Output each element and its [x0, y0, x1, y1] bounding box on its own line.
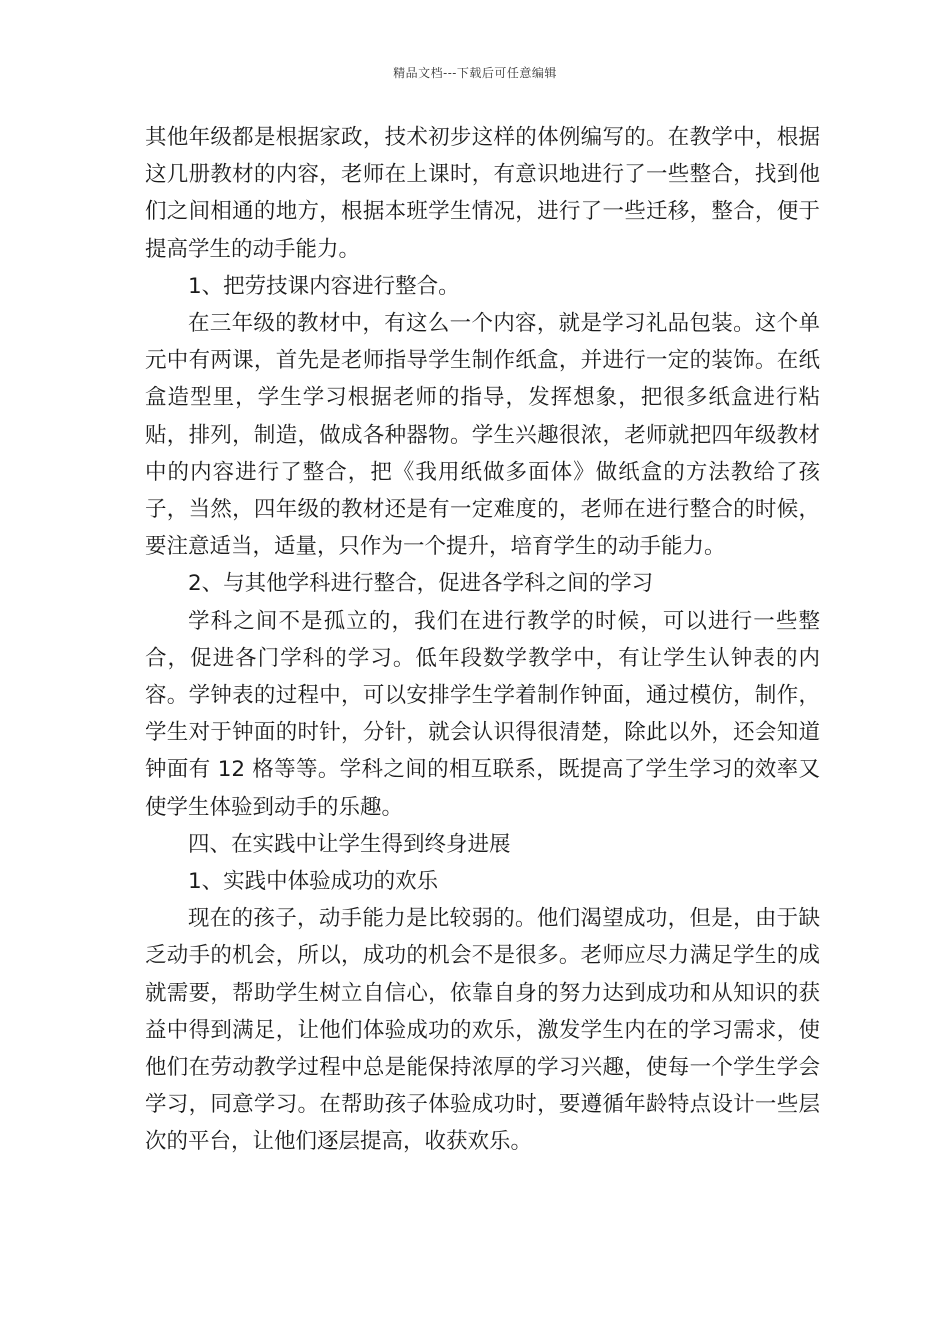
paragraph: 现在的孩子，动手能力是比较弱的。他们渴望成功，但是，由于缺乏动手的机会，所以，成功的机会不是很多。老师应尽力满足学生的成就需要，帮助学生树立自信心，依靠自身的努力达到成功和从知识的获益中得到满足，让他们体验成功的欢乐，激发学生内在的学习需求，使他们在劳动教学过程中总是能保持浓厚的学习兴趣，使每一个学生学会学习，同意学习。在帮助孩子体验成功时，要遵循年龄特点设计一些层次的平台，让他们逐层提高，收获欢乐。 [145, 906, 820, 1155]
paragraph-continuation: 其他年级都是根据家政，技术初步这样的体例编写的。在教学中，根据这几册教材的内容，老师在上课时，有意识地进行了一些整合，找到他们之间相通的地方，根据本班学生情况，进行了一些迁移，整合，便于提高学生的动手能力。 [145, 125, 820, 262]
paragraph: 在三年级的教材中，有这么一个内容，就是学习礼品包装。这个单元中有两课，首先是老师指导学生制作纸盒，并进行一定的装饰。在纸盒造型里，学生学习根据老师的指导，发挥想象，把很多纸盒进行粘贴，排列，制造，做成各种器物。学生兴趣很浓，老师就把四年级教材中的内容进行了整合，把《我用纸做多面体》做纸盒的方法教给了孩子，当然，四年级的教材还是有一定难度的，老师在进行整合的时候，要注意适当，适量，只作为一个提升，培育学生的动手能力。 [145, 311, 820, 560]
section-heading: 1、实践中体验成功的欢乐 [188, 869, 439, 895]
section-heading: 1、把劳技课内容进行整合。 [188, 273, 460, 299]
paragraph: 学科之间不是孤立的，我们在进行教学的时候，可以进行一些整合，促进各门学科的学习。低年段数学教学中，有让学生认钟表的内容。学钟表的过程中，可以安排学生学着制作钟面，通过模仿，制作，学生对于钟面的时针，分针，就会认识得很清楚，除此以外，还会知道钟面有 12 格等等。学科之间的相互联系，既提高了学生学习的效率又使学生体验到动手的乐趣。 [145, 608, 820, 820]
section-heading: 2、与其他学科进行整合，促进各学科之间的学习 [188, 571, 654, 597]
chapter-heading: 四、在实践中让学生得到终身进展 [188, 831, 511, 857]
page-header: 精品文档---下载后可任意编辑 [393, 66, 557, 80]
document-body [145, 119, 820, 1161]
